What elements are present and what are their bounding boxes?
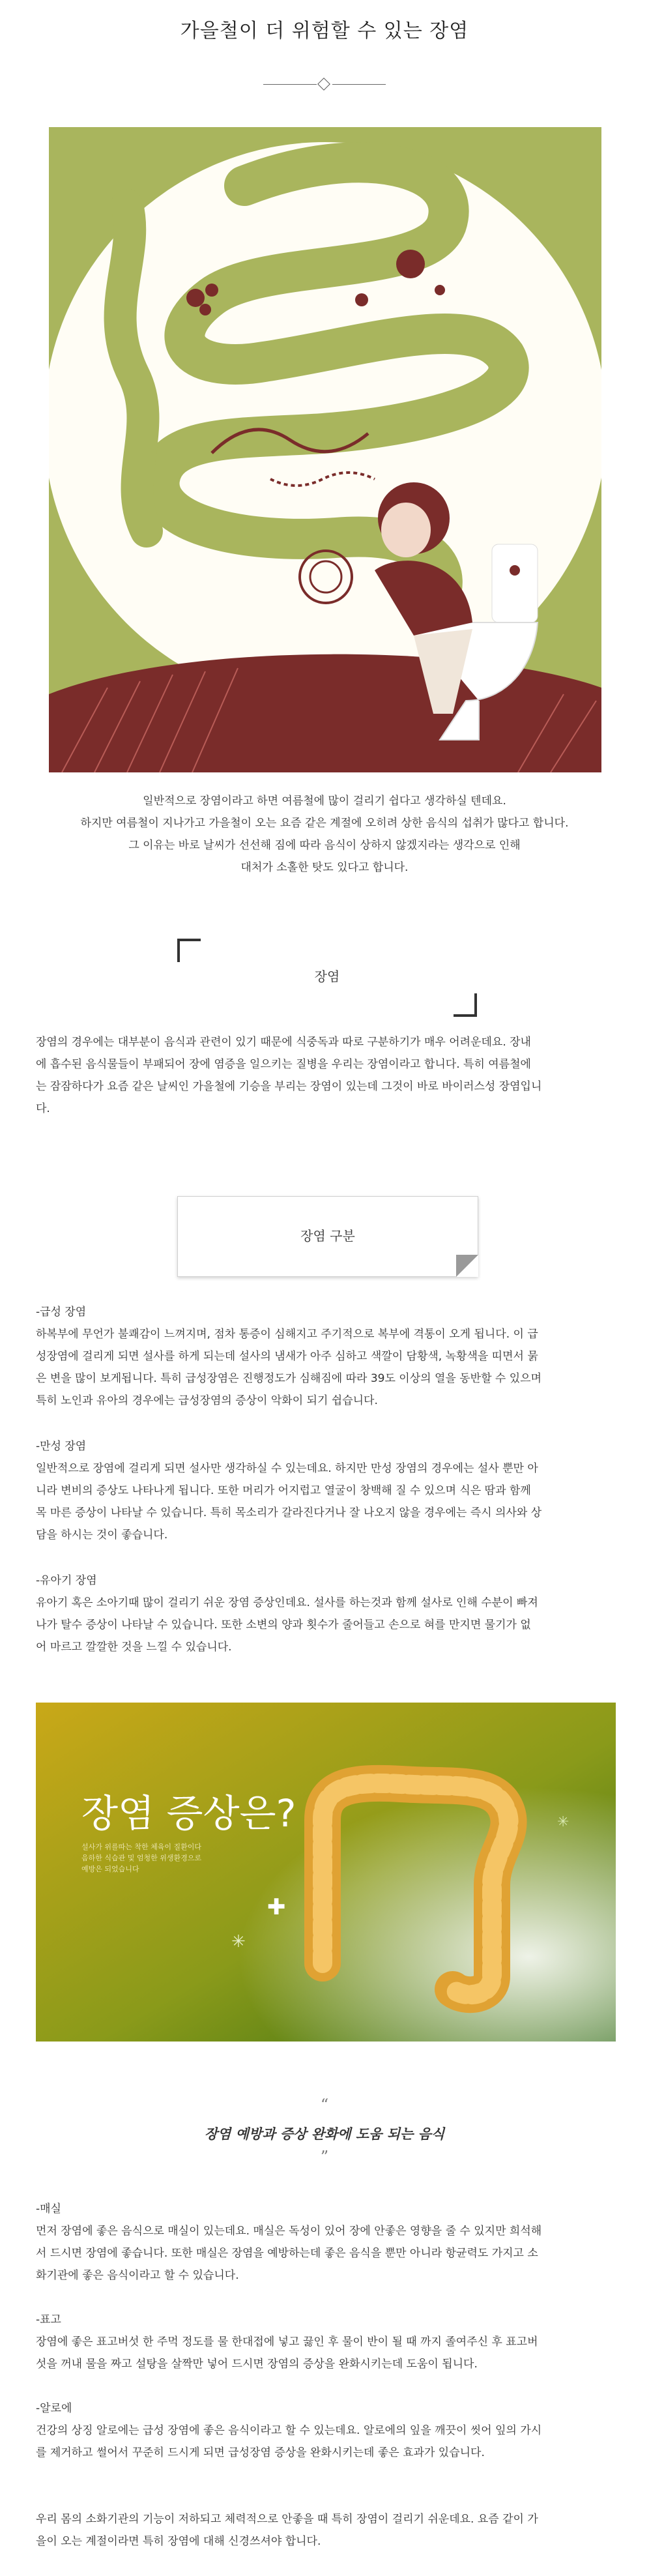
infant-enteritis: -유아기 장염 유아기 혹은 소아기때 많이 걸리기 쉬운 장염 증상인데요. 설사를 하는것과 함께 설사로 인해 수분이 빠져 나가 탈수 증상이 나타날 수 있습니다. 또한 소변의 양과 횟수가 줄어들고 손으로 혀를 만지면 물기가 없 어 마르고 깔깔한 것을 느낄 수 있습니다. [36,1574,538,1654]
food-aloe: -알로에 건강의 상징 알로에는 급성 장염에 좋은 음식이라고 할 수 있는데요. 알로에의 잎을 깨끗이 씻어 잎의 가시 를 제거하고 썰어서 꾸준히 드시게 되면 급성장염 증상을 완화시키는데 좋은 효과가 있습니다. [36,2402,542,2459]
page-title: 가을철이 더 위험할 수 있는 장염 [180,20,469,42]
folded-corner [456,1255,478,1277]
svg-text:✚: ✚ [267,1894,286,1920]
title-divider [263,78,386,91]
banner-title: 장염 증상은? [81,1791,296,1836]
quote-close-icon: ” [320,2148,329,2166]
diamond-icon [317,78,330,91]
food-pyogo: -표고 장염에 좋은 표고버섯 한 주먹 정도를 물 한대접에 넣고 끓인 후 물이 반이 될 때 까지 졸여주신 후 표고버 섯을 꺼내 물을 짜고 설탕을 살짝만 넣어 드시면 장염의 증상을 완화시키는데 도움이 됩니다. [36,2313,538,2371]
section-heading-enteritis [177,939,477,1017]
section-label: 장염 구분 [300,1228,355,1244]
closing-paragraph: 우리 몸의 소화기관의 기능이 저하되고 체력적으로 안좋을 때 특히 장염이 걸리기 쉬운데요. 요즘 같이 가 을이 오는 계절이라면 특히 장염에 대해 신경쓰셔야 합니다. [36,2513,538,2548]
intro-line: 그 이유는 바로 날씨가 선선해 짐에 따라 음식이 상하지 않겠지라는 생각으로 인해 [128,839,521,852]
svg-text:✳: ✳ [557,1814,570,1830]
acute-enteritis: -급성 장염 하복부에 무언가 불쾌감이 느껴지며, 점차 통증이 심해지고 주기적으로 복부에 격통이 오게 됩니다. 이 급 성장염에 걸리게 되면 설사를 하게 되는데 설사의 냄새가 아주 심하고 색깔이 담황색, 녹황색을 띠면서 묽 은 변을 많이 보게됩니다. 특히 급성장염은 진행정도가 심해짐에 따라 39도 이상의 열을 동반할 수 있으며 특히 노인과 유아의 경우에는 급성장염의 증상이 악화이 되기 쉽습니다. [36,1306,541,1407]
intro-line: 하지만 여름철이 지나가고 가을철이 오는 요즘 같은 계절에 오히려 상한 음식의 섭취가 많다고 합니다. [80,817,569,830]
intro-line: 일반적으로 장염이라고 하면 여름철에 많이 걸리기 쉽다고 생각하실 텐데요. [143,795,506,808]
intestine-illustration [49,127,601,772]
svg-text:✳: ✳ [231,1932,246,1952]
section-label: 장염 [314,969,340,984]
quote-open-icon: “ [320,2096,329,2114]
symptom-banner [36,1703,616,2042]
banner-subtext: 설사가 위를따는 착한 체육이 질환이다 [81,1843,202,1851]
food-maesil: -매실 먼저 장염에 좋은 음식으로 매실이 있는데요. 매실은 독성이 있어 장에 안좋은 영향을 줄 수 있지만 희석해 서 드시면 장염에 좋습니다. 또한 매실은 장염을 예방하는데 좋은 음식을 뿐만 아니라 항균력도 가지고 소 화기관에 좋은 음식이라고 할 수 있습니다. [36,2203,542,2282]
banner-subtext: 예방은 되었습니다 [81,1865,139,1873]
food-section-title: 장염 예방과 증상 완화에 도움 되는 음식 [204,2126,445,2142]
intro-line: 대처가 소홀한 탓도 있다고 합니다. [240,861,409,874]
banner-subtext: 음하한 식습관 및 엄청한 위생환경으로 [81,1854,202,1862]
section-heading-types [177,1196,478,1277]
chronic-enteritis: -만성 장염 일반적으로 장염에 걸리게 되면 설사만 생각하실 수 있는데요. 하지만 만성 장염의 경우에는 설사 뿐만 아 니라 변비의 증상도 나타나게 됩니다. 또한 머리가 어지럽고 열굴이 창백해 질 수 있으며 식은 땀과 함께 목 마른 증상이 나타날 수 있습니다. 특히 목소리가 갈라진다거나 잘 나오지 않을 경우에는 즉시 의사와 상 담을 하시는 것이 좋습니다. [36,1440,542,1542]
intro-text [0,790,649,879]
enteritis-paragraph: 장염의 경우에는 대부분이 음식과 관련이 있기 때문에 식중독과 따로 구분하기가 매우 어려운데요. 장내 에 흡수된 음식물들이 부패되어 장에 염증을 일으키는 질병을 우리는 장염이라고 합니다. 특히 여름철에 는 잠잠하다가 요즘 같은 날씨인 가을철에 기승을 부리는 장염이 있는데 그것이 바로 바이러스성 장염입니 다. [36,1036,542,1115]
